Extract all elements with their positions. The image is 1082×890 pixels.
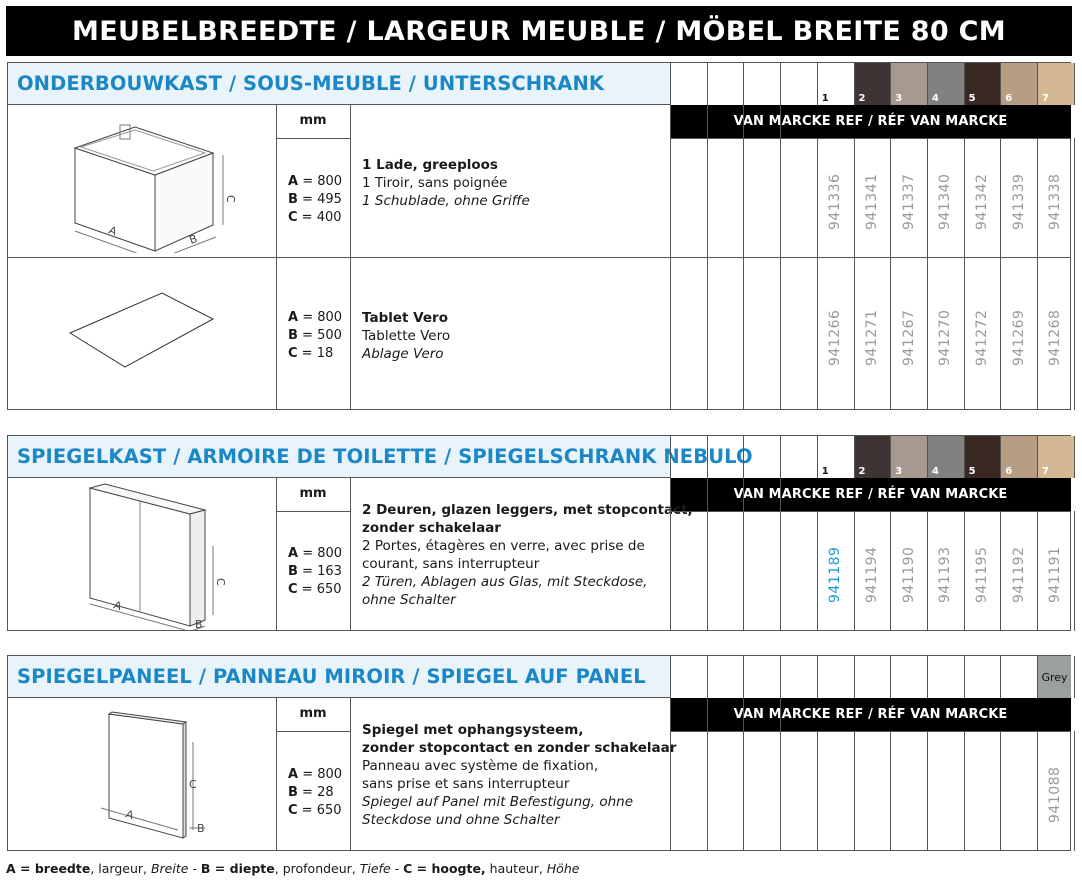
grid-column-line	[780, 63, 781, 410]
grid-row-line	[670, 138, 1071, 139]
grid-column-line	[1074, 138, 1075, 410]
grid-row-line	[670, 257, 1071, 258]
grid-column-line	[1000, 731, 1001, 851]
ref-header: VAN MARCKE REF / RÉF VAN MARCKE	[670, 105, 1071, 138]
grid-column-line	[670, 436, 671, 631]
ref-number: 941192	[1010, 546, 1027, 603]
grid-column-line	[927, 511, 928, 631]
svg-text:C: C	[214, 578, 227, 586]
ref-number: 941269	[1010, 309, 1027, 366]
ref-number: 941336	[827, 173, 844, 230]
ref-number: 941194	[863, 546, 880, 603]
ref-number: 941088	[1047, 766, 1064, 823]
grid-column-line	[1037, 731, 1038, 851]
mm-divider	[276, 511, 350, 512]
ref-number: 941268	[1047, 309, 1064, 366]
grid-column-line	[964, 138, 965, 410]
ref-number: 941337	[900, 173, 917, 230]
grid-column-line	[780, 436, 781, 631]
color-swatch-6: 6	[1000, 63, 1037, 105]
grid-column-line	[890, 511, 891, 631]
page-title: MEUBELBREEDTE / LARGEUR MEUBLE / MÖBEL BREITE 80 CM	[6, 6, 1072, 56]
mm-divider	[276, 731, 350, 732]
svg-text:B: B	[187, 232, 200, 247]
color-swatch-4: 4	[927, 436, 964, 478]
mm-label: mm	[299, 706, 327, 721]
color-swatch-5: 5	[964, 436, 1001, 478]
ref-number: 941271	[863, 309, 880, 366]
ref-number: 941270	[937, 309, 954, 366]
grid-column-line	[670, 656, 671, 851]
dimensions: A = 800 B = 28 C = 650	[288, 767, 343, 818]
grid-column-line	[1074, 731, 1075, 851]
section-header	[8, 436, 753, 478]
ref-number: 941338	[1047, 173, 1064, 230]
grid-column-line	[1000, 656, 1001, 698]
ref-number: 941193	[937, 546, 954, 603]
ref-header: VAN MARCKE REF / RÉF VAN MARCKE	[670, 478, 1071, 511]
mirror-cabinet-icon	[13, 480, 263, 630]
ref-number: 941191	[1047, 546, 1064, 603]
ref-number: 941267	[900, 309, 917, 366]
ref-number: 941266	[827, 309, 844, 366]
description: Tablet Vero Tablette Vero Ablage Vero	[362, 310, 451, 362]
color-swatch-2: 2	[854, 63, 891, 105]
grid-column-line	[1074, 656, 1075, 698]
grid-column-line	[854, 731, 855, 851]
color-swatch-7: 7	[1037, 436, 1074, 478]
grid-column-line	[964, 511, 965, 631]
svg-text:B: B	[195, 618, 203, 630]
ref-number: 941195	[973, 546, 990, 603]
grid-column-line	[964, 731, 965, 851]
color-swatch-grey: Grey	[1037, 656, 1071, 698]
description: 1 Lade, greeploos 1 Tiroir, sans poignée 1 Schublade, ohne Griffe	[362, 157, 530, 209]
svg-text:A: A	[124, 807, 136, 823]
ref-number: 941190	[900, 546, 917, 603]
grid-column-line	[890, 656, 891, 698]
section-title: SPIEGELKAST / ARMOIRE DE TOILETTE / SPIEGELSCHRANK NEBULO	[17, 445, 753, 468]
grid-column-line	[1037, 138, 1038, 410]
color-swatch-6: 6	[1000, 436, 1037, 478]
dimension-legend: A = breedte, largeur, Breite - B = diepte, profondeur, Tiefe - C = hoogte, hauteur, Höhe	[6, 861, 580, 876]
grid-column-line	[1037, 511, 1038, 631]
svg-text:A: A	[112, 598, 124, 614]
color-swatch-2: 2	[854, 436, 891, 478]
color-swatch-5: 5	[964, 63, 1001, 105]
grid-column-line	[927, 731, 928, 851]
grid-column-line	[817, 731, 818, 851]
grid-column-line	[1000, 511, 1001, 631]
description: 2 Deuren, glazen leggers, met stopcontact, zonder schakelaar 2 Portes, étagères en verre, avec prise de courant, sans interrupteur 2 Türen, Ablagen aus Glas, mit Steckdose, ohne Schalter	[362, 502, 693, 608]
grid-column-line	[817, 511, 818, 631]
svg-text:B: B	[197, 822, 205, 835]
grid-column-line	[854, 656, 855, 698]
grid-column-line	[927, 656, 928, 698]
color-swatch-3: 3	[890, 436, 927, 478]
grid-column-line	[1074, 436, 1075, 478]
grid-row-line	[670, 511, 1071, 512]
grid-column-line	[964, 656, 965, 698]
description: Spiegel met ophangsysteem, zonder stopcontact en zonder schakelaar Panneau avec système de fixation, sans prise et sans interrupteur Spiegel auf Panel mit Befestigung, ohne Steckdose und ohne Schalter	[362, 722, 677, 828]
section-title: ONDERBOUWKAST / SOUS-MEUBLE / UNTERSCHRANK	[17, 72, 605, 95]
grid-column-line	[817, 656, 818, 698]
svg-text:A: A	[106, 223, 119, 239]
grid-column-line	[743, 436, 744, 631]
grid-column-line	[854, 511, 855, 631]
svg-text:C: C	[189, 778, 197, 791]
mm-divider	[276, 138, 350, 139]
tablet-shelf-icon	[13, 281, 263, 401]
color-swatch-3: 3	[890, 63, 927, 105]
grid-column-line	[890, 138, 891, 410]
grid-column-line	[670, 63, 671, 410]
dimensions: A = 800 B = 500 C = 18	[288, 310, 343, 361]
mm-label: mm	[299, 113, 327, 128]
ref-number: 941189	[827, 546, 844, 603]
ref-number: 941340	[937, 173, 954, 230]
grid-column-line	[707, 436, 708, 631]
color-swatch-1: 1	[817, 436, 854, 478]
color-swatch-4: 4	[927, 63, 964, 105]
grid-column-line	[854, 138, 855, 410]
ref-number: 941272	[973, 309, 990, 366]
grid-column-line	[1000, 138, 1001, 410]
grid-column-line	[1074, 63, 1075, 105]
mirror-panel-icon	[13, 702, 263, 852]
grid-column-line	[890, 731, 891, 851]
svg-text:C: C	[224, 195, 237, 203]
desc-column-line	[350, 698, 351, 851]
grid-column-line	[927, 138, 928, 410]
section-title: SPIEGELPANEEL / PANNEAU MIROIR / SPIEGEL AUF PANEL	[17, 665, 646, 688]
dimensions: A = 800 B = 495 C = 400	[288, 174, 343, 225]
grid-row-line	[670, 731, 1071, 732]
color-swatch-7: 7	[1037, 63, 1074, 105]
grid-column-line	[707, 63, 708, 410]
mm-label: mm	[299, 486, 327, 501]
grid-column-line	[780, 656, 781, 851]
grid-column-line	[743, 656, 744, 851]
section-header	[8, 656, 670, 698]
section-mirror-panel	[7, 655, 1071, 851]
color-swatch-1: 1	[817, 63, 854, 105]
drawer-unit-icon	[13, 113, 263, 253]
ref-number: 941342	[973, 173, 990, 230]
section-header	[8, 63, 670, 105]
section-mirror-cabinet	[7, 435, 1071, 631]
section-under-cabinet	[7, 62, 1071, 410]
grid-column-line	[707, 656, 708, 851]
grid-column-line	[743, 63, 744, 410]
grid-column-line	[1074, 511, 1075, 631]
dimensions: A = 800 B = 163 C = 650	[288, 546, 343, 597]
ref-number: 941339	[1010, 173, 1027, 230]
grid-column-line	[817, 138, 818, 410]
ref-header: VAN MARCKE REF / RÉF VAN MARCKE	[670, 698, 1071, 731]
ref-number: 941341	[863, 173, 880, 230]
desc-column-line	[350, 478, 351, 631]
